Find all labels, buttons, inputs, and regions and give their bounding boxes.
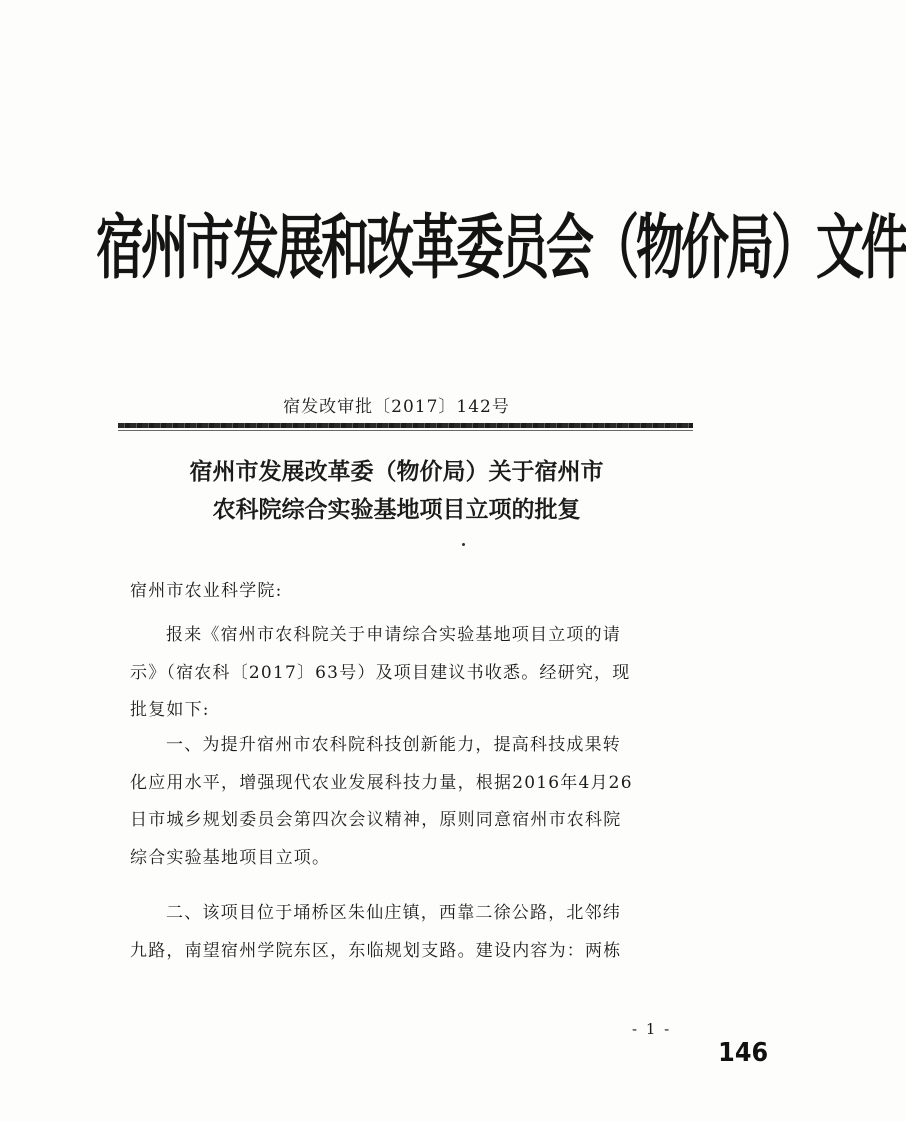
paragraph-line: 示》（宿农科〔2017〕63号）及项目建议书收悉。经研究，现 (130, 662, 631, 683)
paragraph-line: 综合实验基地项目立项。 (130, 847, 331, 868)
handwritten-page-stamp: 146 (718, 1038, 769, 1068)
paragraph-line: 一、为提升宿州市农科院科技创新能力，提高科技成果转 (166, 735, 621, 755)
page-number: - 1 - (632, 1020, 672, 1038)
document-number: 宿发改审批〔2017〕142号 (283, 397, 510, 417)
paragraph-2 (130, 727, 670, 877)
letterhead-divider-thin (118, 430, 693, 431)
addressee: 宿州市农业科学院: (130, 581, 283, 601)
paragraph-3 (130, 895, 670, 970)
reply-title-line-2: 农科院综合实验基地项目立项的批复 (212, 495, 581, 523)
paragraph-line: 日市城乡规划委员会第四次会议精神，原则同意宿州市农科院 (130, 810, 622, 830)
paragraph-1 (130, 617, 670, 730)
reply-title (0, 452, 793, 527)
paragraph-line: 批复如下: (130, 700, 210, 720)
letterhead-divider (118, 423, 693, 428)
paragraph-line: 二、该项目位于埇桥区朱仙庄镇，西靠二徐公路，北邻纬 (166, 903, 621, 923)
reply-title-line-1: 宿州市发展改革委（物价局）关于宿州市 (189, 458, 604, 485)
scan-speck (462, 543, 465, 546)
paragraph-line: 报来《宿州市农科院关于申请综合实验基地项目立项的请 (166, 625, 621, 645)
paragraph-line: 化应用水平，增强现代农业发展科技力量，根据2016年4月26 (130, 772, 633, 793)
paragraph-line: 九路，南望宿州学院东区，东临规划支路。建设内容为：两栋 (130, 940, 622, 961)
agency-letterhead-title: 宿州市发展和改革委员会（物价局）文件 (96, 207, 906, 290)
